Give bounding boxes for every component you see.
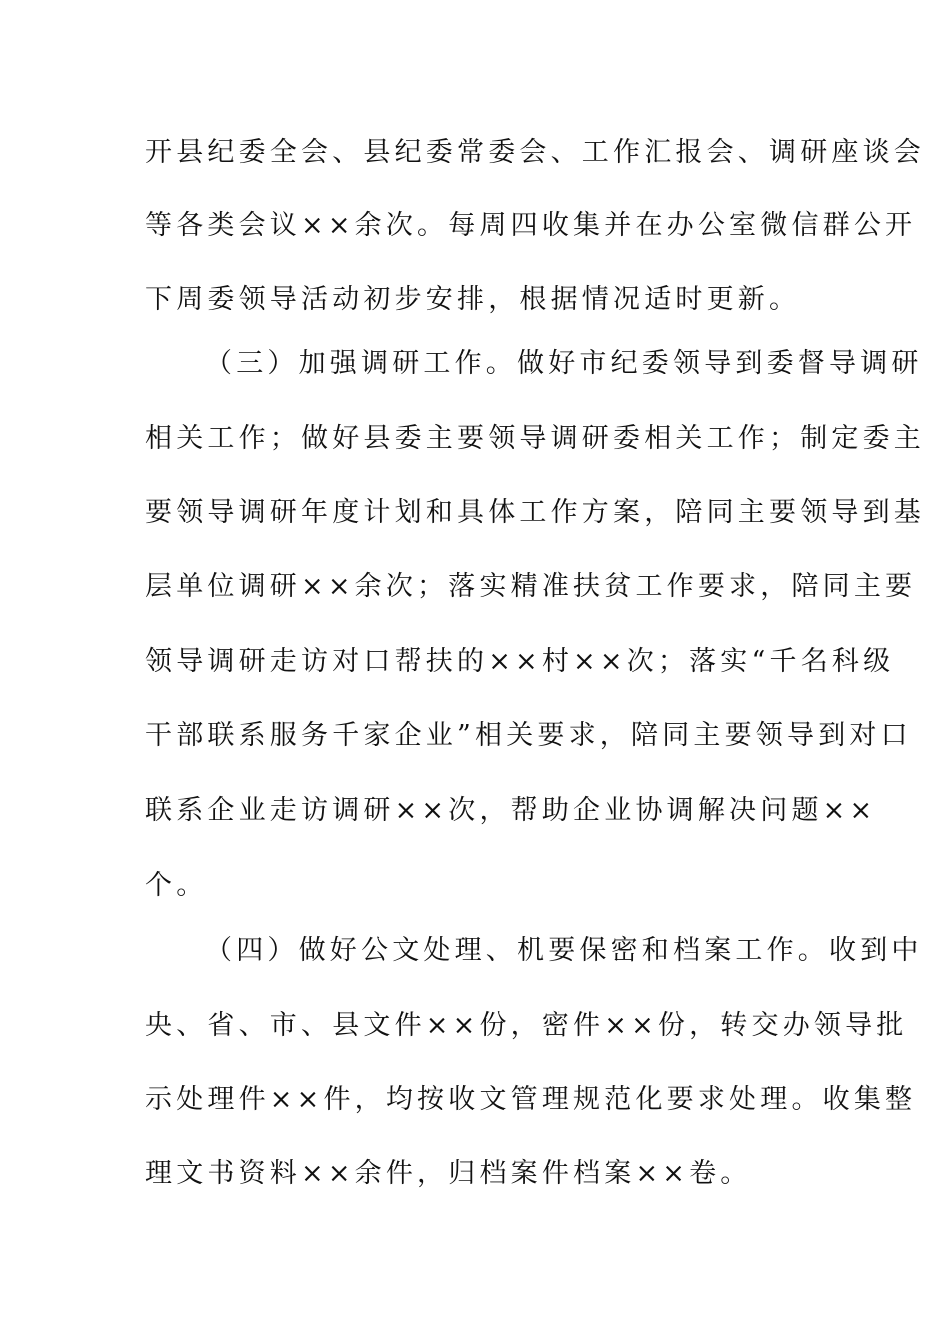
section-heading-line: （三）加强调研工作。做好市纪委领导到委督导调研 bbox=[205, 348, 923, 379]
section-heading-line: （四）做好公文处理、机要保密和档案工作。收到中 bbox=[205, 935, 923, 966]
paragraph-line: 央、省、市、县文件××份，密件××份，转交办领导批 bbox=[145, 1010, 908, 1041]
paragraph-line: 下周委领导活动初步安排，根据情况适时更新。 bbox=[145, 284, 801, 315]
paragraph-line: 干部联系服务千家企业”相关要求，陪同主要领导到对口 bbox=[145, 720, 912, 751]
paragraph-line: 层单位调研××余次；落实精准扶贫工作要求，陪同主要 bbox=[145, 571, 917, 602]
paragraph-line: 等各类会议××余次。每周四收集并在办公室微信群公开 bbox=[145, 210, 917, 241]
paragraph-line: 理文书资料××余件，归档案件档案××卷。 bbox=[145, 1158, 752, 1189]
paragraph-line: 个。 bbox=[145, 870, 208, 901]
paragraph-line: 相关工作；做好县委主要领导调研委相关工作；制定委主 bbox=[145, 423, 925, 454]
paragraph-line: 开县纪委全会、县纪委常委会、工作汇报会、调研座谈会 bbox=[145, 137, 925, 168]
paragraph-line: 要领导调研年度计划和具体工作方案，陪同主要领导到基 bbox=[145, 497, 925, 528]
paragraph-line: 联系企业走访调研××次，帮助企业协调解决问题×× bbox=[145, 795, 877, 826]
paragraph-line: 示处理件××件，均按收文管理规范化要求处理。收集整 bbox=[145, 1084, 917, 1115]
paragraph-line: 领导调研走访对口帮扶的××村××次；落实“千名科级 bbox=[145, 646, 895, 677]
